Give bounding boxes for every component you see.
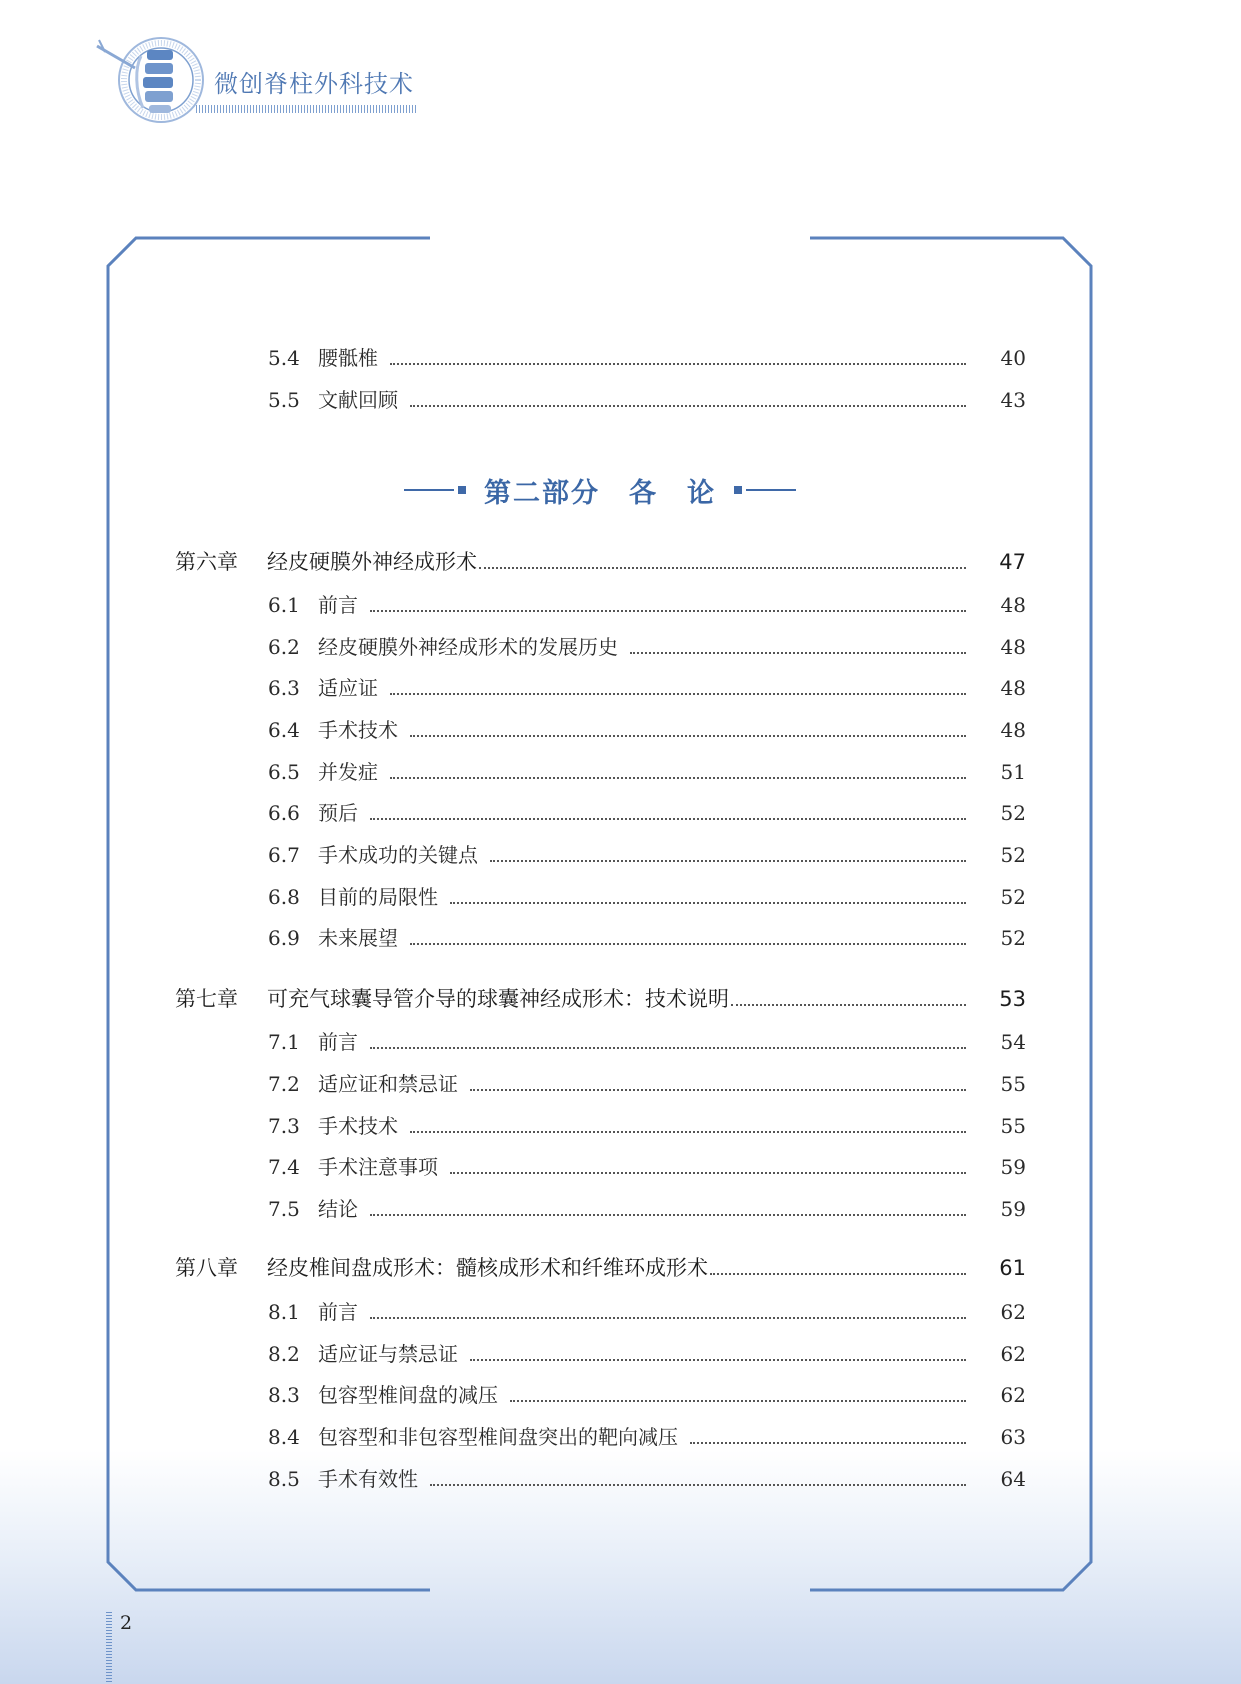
page-ref: 52 <box>1000 926 1026 950</box>
dot-leader <box>510 1400 966 1402</box>
toc-entry[interactable] <box>268 797 1026 826</box>
page-ref: 62 <box>1000 1342 1026 1366</box>
dot-leader <box>370 1214 966 1216</box>
section-number: 8.4 <box>268 1425 300 1449</box>
toc-entry[interactable] <box>268 1026 1026 1055</box>
section-title: 腰骶椎 <box>318 346 378 370</box>
section-number: 8.1 <box>268 1300 300 1324</box>
dot-leader <box>410 1131 966 1133</box>
chapter-number: 第八章 <box>175 1256 238 1280</box>
section-title: 手术有效性 <box>318 1467 418 1491</box>
page-ref: 59 <box>1000 1197 1026 1221</box>
dot-leader <box>479 567 966 569</box>
dot-leader <box>690 1442 966 1444</box>
page-ref: 48 <box>1000 718 1026 742</box>
section-title: 预后 <box>318 801 358 825</box>
toc-entry[interactable] <box>268 631 1026 660</box>
heading-line-right <box>746 489 796 491</box>
section-title: 手术技术 <box>318 718 398 742</box>
heading-square-right <box>734 486 742 494</box>
section-number: 6.8 <box>268 885 300 909</box>
page-ref: 48 <box>1000 676 1026 700</box>
part-title: 第二部分 各 论 <box>484 477 716 509</box>
page-ref: 40 <box>1000 346 1026 370</box>
dot-leader <box>430 1484 966 1486</box>
toc-entry[interactable] <box>268 922 1026 951</box>
page-number: 2 <box>120 1612 133 1634</box>
section-number: 6.6 <box>268 801 300 825</box>
dot-leader <box>390 693 966 695</box>
toc-chapter-6[interactable] <box>175 546 1026 576</box>
section-number: 7.3 <box>268 1114 300 1138</box>
toc-entry[interactable] <box>268 1338 1026 1367</box>
page-ref: 48 <box>1000 635 1026 659</box>
dot-leader <box>630 652 966 654</box>
section-number: 6.4 <box>268 718 300 742</box>
section-title: 前言 <box>318 1030 358 1054</box>
section-number: 6.3 <box>268 676 300 700</box>
page-ref: 55 <box>1000 1072 1026 1096</box>
chapter-title: 经皮硬膜外神经成形术 <box>267 550 477 574</box>
section-title: 未来展望 <box>318 926 398 950</box>
section-title: 前言 <box>318 593 358 617</box>
dot-leader <box>470 1359 966 1361</box>
page-ref: 48 <box>1000 593 1026 617</box>
section-number: 6.7 <box>268 843 300 867</box>
page-ref: 53 <box>999 987 1026 1011</box>
section-title: 手术注意事项 <box>318 1155 438 1179</box>
section-number: 5.5 <box>268 388 300 412</box>
page-ref: 59 <box>1000 1155 1026 1179</box>
book-title: 微创脊柱外科技术 <box>214 70 414 98</box>
page-ref: 43 <box>1000 388 1026 412</box>
page-ref: 47 <box>999 550 1026 574</box>
dot-leader <box>370 818 966 820</box>
chapter-number: 第六章 <box>175 550 238 574</box>
heading-square-left <box>458 486 466 494</box>
section-title: 前言 <box>318 1300 358 1324</box>
toc-chapter-8[interactable] <box>175 1252 1026 1282</box>
section-number: 8.3 <box>268 1383 300 1407</box>
part-heading <box>400 470 800 510</box>
page-ref: 51 <box>1000 760 1026 784</box>
page-ref: 61 <box>999 1256 1026 1280</box>
dot-leader <box>410 943 966 945</box>
dot-leader <box>390 363 966 365</box>
dot-leader <box>370 1047 966 1049</box>
page-ref: 54 <box>1000 1030 1026 1054</box>
section-number: 6.5 <box>268 760 300 784</box>
toc-entry-5-5[interactable] <box>268 384 1026 413</box>
dot-leader <box>450 902 966 904</box>
page-ref: 52 <box>1000 885 1026 909</box>
section-number: 6.2 <box>268 635 300 659</box>
section-number: 7.4 <box>268 1155 300 1179</box>
section-title: 手术技术 <box>318 1114 398 1138</box>
toc-chapter-7[interactable] <box>175 983 1026 1013</box>
toc-entry[interactable] <box>268 672 1026 701</box>
toc-entry[interactable] <box>268 1193 1026 1222</box>
toc-entry-5-4[interactable] <box>268 342 1026 371</box>
section-title: 包容型和非包容型椎间盘突出的靶向减压 <box>318 1425 678 1449</box>
section-title: 适应证 <box>318 676 378 700</box>
chapter-title: 可充气球囊导管介导的球囊神经成形术：技术说明 <box>267 987 729 1011</box>
section-number: 7.2 <box>268 1072 300 1096</box>
dot-leader <box>490 860 966 862</box>
toc-entry[interactable] <box>268 1463 1026 1492</box>
dot-leader <box>470 1089 966 1091</box>
heading-line-left <box>404 489 454 491</box>
section-title: 并发症 <box>318 760 378 784</box>
section-number: 8.2 <box>268 1342 300 1366</box>
dot-leader <box>450 1172 966 1174</box>
toc-entry[interactable] <box>268 1296 1026 1325</box>
section-number: 6.1 <box>268 593 300 617</box>
chapter-number: 第七章 <box>175 987 238 1011</box>
toc-entry[interactable] <box>268 1421 1026 1450</box>
toc-entry[interactable] <box>268 589 1026 618</box>
section-number: 5.4 <box>268 346 300 370</box>
toc-entry[interactable] <box>268 1068 1026 1097</box>
page-ref: 55 <box>1000 1114 1026 1138</box>
toc-entry[interactable] <box>268 839 1026 868</box>
section-title: 结论 <box>318 1197 358 1221</box>
page-ref: 52 <box>1000 843 1026 867</box>
dot-leader <box>390 777 966 779</box>
section-number: 7.5 <box>268 1197 300 1221</box>
toc-entry[interactable] <box>268 1110 1026 1139</box>
page-ref: 62 <box>1000 1300 1026 1324</box>
toc-entry[interactable] <box>268 714 1026 743</box>
page-number-mark <box>106 1612 112 1684</box>
toc-entry[interactable] <box>268 756 1026 785</box>
dot-leader <box>410 405 966 407</box>
section-number: 6.9 <box>268 926 300 950</box>
toc-entry[interactable] <box>268 1151 1026 1180</box>
dot-leader <box>370 610 966 612</box>
section-number: 8.5 <box>268 1467 300 1491</box>
toc-entry[interactable] <box>268 881 1026 910</box>
page-ref: 62 <box>1000 1383 1026 1407</box>
section-title: 文献回顾 <box>318 388 398 412</box>
section-number: 7.1 <box>268 1030 300 1054</box>
dot-leader <box>370 1317 966 1319</box>
page-ref: 63 <box>1000 1425 1026 1449</box>
section-title: 包容型椎间盘的减压 <box>318 1383 498 1407</box>
page-ref: 52 <box>1000 801 1026 825</box>
page-ref: 64 <box>1000 1467 1026 1491</box>
toc-entry[interactable] <box>268 1379 1026 1408</box>
dot-leader <box>410 735 966 737</box>
section-title: 目前的局限性 <box>318 885 438 909</box>
dot-leader <box>731 1004 966 1006</box>
section-title: 手术成功的关键点 <box>318 843 478 867</box>
dot-leader <box>710 1273 966 1275</box>
section-title: 适应证和禁忌证 <box>318 1072 458 1096</box>
chapter-title: 经皮椎间盘成形术：髓核成形术和纤维环成形术 <box>267 1256 708 1280</box>
section-title: 经皮硬膜外神经成形术的发展历史 <box>318 635 618 659</box>
section-title: 适应证与禁忌证 <box>318 1342 458 1366</box>
